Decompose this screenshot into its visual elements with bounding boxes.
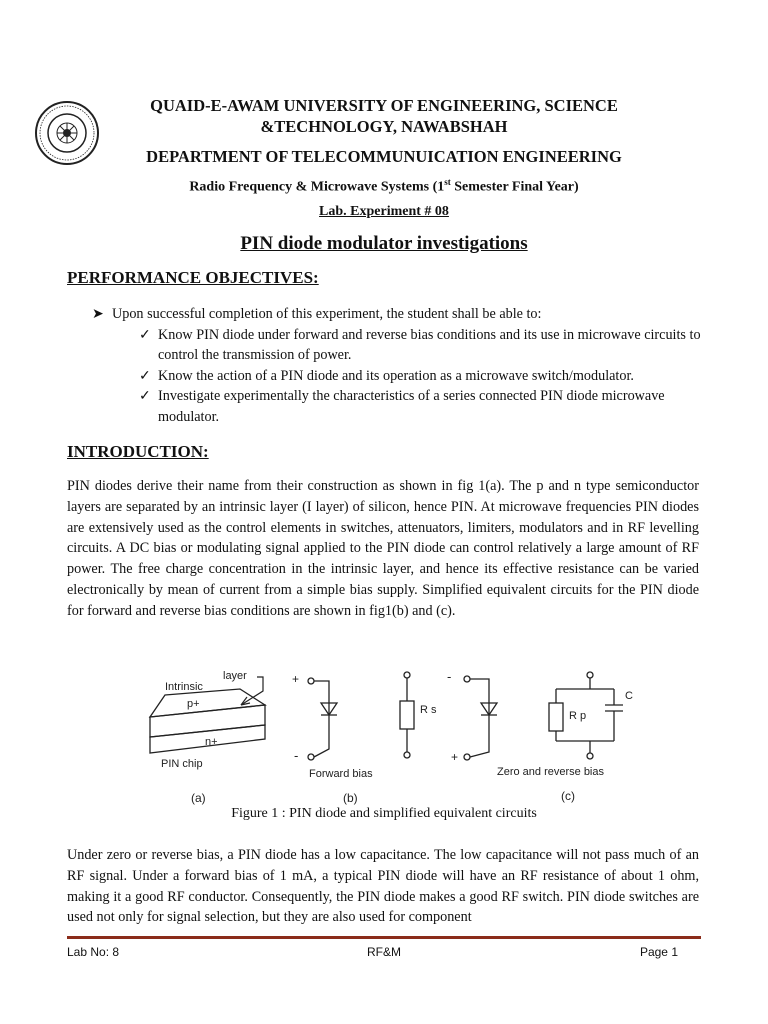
document-title xyxy=(0,233,768,255)
checkmark-icon: ✓ xyxy=(139,388,151,404)
reverse-bias-rc xyxy=(549,672,633,759)
course-line-pre: Radio Frequency & Microwave Systems (1 xyxy=(189,179,445,195)
figure-caption: Figure 1 : PIN diode and simplified equivalent circuits xyxy=(231,806,537,821)
objective-item-text: Know the action of a PIN diode and its operation as a microwave switch/modulator. xyxy=(158,367,634,384)
label-n: n+ xyxy=(205,736,218,748)
department-name: DEPARTMENT OF TELECOMMUNUICATION ENGINEERING xyxy=(146,147,622,166)
label-rs: R s xyxy=(420,704,437,716)
label-rp: R p xyxy=(569,710,587,722)
label-intrinsic: Intrinsic xyxy=(165,681,203,693)
footer-divider xyxy=(67,936,701,939)
pin-diode-figure xyxy=(145,657,635,807)
label-c: C xyxy=(625,690,633,702)
objective-item-text: Know PIN diode under forward and reverse bias conditions and its use in microwave circuits to control the transmission of power. xyxy=(158,326,701,363)
label-plus-1: + xyxy=(292,672,300,686)
label-minus-2: - xyxy=(447,669,452,684)
introduction-heading: INTRODUCTION: xyxy=(67,442,209,461)
label-b: (b) xyxy=(343,791,358,805)
university-name-line1: QUAID-E-AWAM UNIVERSITY OF ENGINEERING, SCIENCE xyxy=(150,96,618,115)
course-line xyxy=(0,177,768,196)
label-layer: layer xyxy=(223,670,247,682)
objectives-lead xyxy=(92,304,712,325)
introduction-paragraph-1: PIN diodes derive their name from their construction as shown in fig 1(a). The p and n type semiconductor layers are separated by an intrinsic layer (I layer) of silicon, hence PIN. At microwave frequencies PIN diodes are extensively used as the control elements in switches, attenuators, limiters, modulators and in RF levelling circuits. A DC bias or modulating signal applied to the PIN diode can control relatively a large amount of RF power. The free charge concentration in the intrinsic layer, and hence its effective resistance can be varied electronically by mean of current from a simple bias supply. Simplified equivalent circuits for the PIN diode for forward and reverse bias conditions are shown in fig1(b) and (c). xyxy=(67,478,699,619)
label-forward-bias: Forward bias xyxy=(309,768,373,780)
pin-chip-diagram xyxy=(150,670,265,805)
objectives-heading: PERFORMANCE OBJECTIVES: xyxy=(67,268,319,287)
checkmark-icon: ✓ xyxy=(139,367,151,384)
label-plus-2: + xyxy=(451,750,459,764)
checkmark-icon: ✓ xyxy=(139,326,151,343)
objective-item-text: Investigate experimentally the characteristics of a series connected PIN diode microwave modulator. xyxy=(158,388,665,425)
forward-bias-diode xyxy=(292,672,337,763)
course-line-post: Semester Final Year) xyxy=(450,179,579,195)
label-pin-chip: PIN chip xyxy=(161,758,203,770)
introduction-paragraph-2: Under zero or reverse bias, a PIN diode has a low capacitance. The low capacitance will not pass much of an RF signal. Under a forward bias of 1 mA, a typical PIN diode will have an RF resistance of about 1 ohm, making it a good RF conductor. Consequently, the PIN diode makes a good RF switch. PIN diode switches are used not only for signal selection, but they are also used for component xyxy=(67,847,699,926)
forward-bias-resistor xyxy=(400,672,437,758)
label-c-panel: (c) xyxy=(561,789,575,803)
objective-item xyxy=(139,386,712,427)
label-zero-reverse-bias: Zero and reverse bias xyxy=(497,766,604,778)
arrow-bullet-icon: ➤ xyxy=(92,306,104,322)
footer-lab-number: Lab No: 8 xyxy=(67,945,120,959)
objectives-lead-text: Upon successful completion of this experiment, the student shall be able to: xyxy=(112,306,542,322)
university-name xyxy=(0,95,768,137)
label-minus-1: - xyxy=(294,748,299,763)
objective-item xyxy=(139,325,712,366)
footer-course-code: RF&M xyxy=(367,945,401,959)
lab-experiment-number xyxy=(0,204,768,220)
label-p: p+ xyxy=(187,698,200,710)
label-a: (a) xyxy=(191,791,206,805)
objective-item xyxy=(139,366,712,387)
footer-page-number: Page 1 xyxy=(639,945,678,959)
reverse-bias-diode xyxy=(447,669,497,764)
document-title-text: PIN diode modulator investigations xyxy=(240,233,528,254)
university-name-line2: &TECHNOLOGY, NAWABSHAH xyxy=(260,117,508,136)
course-line-sup: st xyxy=(444,177,451,187)
objectives-list xyxy=(92,304,712,427)
lab-experiment-text: Lab. Experiment # 08 xyxy=(319,204,449,219)
